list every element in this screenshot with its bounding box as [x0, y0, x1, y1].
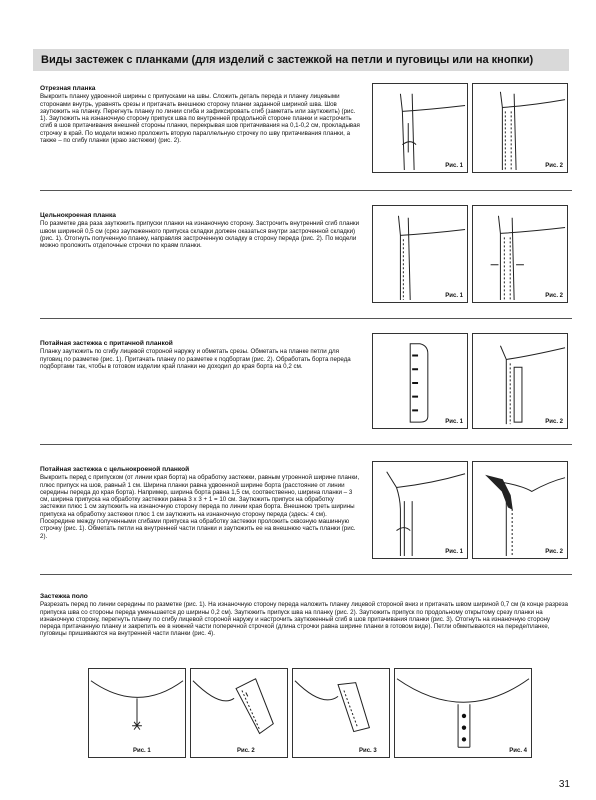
figure-caption: Рис. 2 — [545, 163, 563, 169]
section-title: Цельнокроеная планка — [40, 212, 116, 219]
section-divider — [40, 444, 572, 445]
figure-caption: Рис. 1 — [445, 293, 463, 299]
section-text: Планку заутюжить по сгибу лицевой стороной наружу и обметать срезы. Обметать на планке петли для пуговиц по разметке (рис. 1). Притачать планку по разметке к подбортам (рис. 2). Обработать борта переда подбортами так, чтобы в готовом изделии край планки не доходил до края борта на 0,2 см. — [40, 348, 351, 370]
section-divider — [40, 574, 572, 575]
figure-3b — [472, 333, 568, 429]
section-title: Отрезная планка — [40, 85, 96, 92]
section-text: Разрезать перед по линии середины по разметке (рис. 1). На изнаночную сторону переда наложить планку лицевой стороной вниз и притачать швом шириной 0,7 см (в конце разреза припуска шва со стороны переда уменьшается до ширины 0,2 см). Заутюжить припуск шва на планку (рис. 2). Заутюжить припуск по продольному открытому срезу планки на изнаночную сторону, перегнуть планку по сгибу лицевой стороной наружу и настрочить заутюженный сгиб в шов притачивания планки (рис. 3). Отогнуть на изнаночную сторону переда притачанную планку и закрепить ее в нижней части поперечной строчкой (длина строчки равна ширине планки в готовом виде). Петли обметываются на переде/планке, пуговицы пришиваются на внутренней части планки (рис. 4). — [40, 601, 568, 638]
page-number: 31 — [558, 779, 570, 790]
figure-caption: Рис. 1 — [133, 748, 151, 754]
figure-caption: Рис. 4 — [509, 748, 527, 754]
figure-caption: Рис. 3 — [359, 748, 377, 754]
section-text: Выкроить перед с припуском (от линии края борта) на обработку застежки, равным утроенной ширине планки, плюс припуск на шов, равный 1 см. Ширина планки равна удвоенной ширине борта (расстояние от линии середины переда до края борта). Например, ширина борта равна 1,5 см, соотвественно, ширина планки – 3 см, ширина припуска на обработку застежки равна 3 x 3 + 1 = 10 см. Заутюжить припуск на обработку застежки плюс 1 см заутюжить на изнаночную сторону переда по линии края борта. Внешнюю треть ширины припуска на обработку застежки плюс 1 см заутюжить на изнаночную сторону переда (здесь: 4 см). Посередине между полученными сгибами припуска на обработку застежки проложить сквозную машинную строчку (рис. 1). Обметать петли на внутренней части планки и заутюжить ее на внешнюю часть планки (рис. 2). — [40, 474, 360, 540]
figure-caption: Рис. 1 — [445, 419, 463, 425]
figure-caption: Рис. 1 — [445, 163, 463, 169]
figure-5b — [190, 668, 288, 758]
section-divider — [40, 318, 572, 319]
figure-4a — [372, 461, 468, 559]
figure-2b — [472, 205, 568, 303]
concealed-integral-finished-drawing — [473, 462, 567, 558]
section-title: Застежка поло — [40, 593, 88, 600]
figure-5d — [394, 668, 532, 758]
figure-caption: Рис. 1 — [445, 549, 463, 555]
polo-finished-drawing — [395, 669, 531, 757]
concealed-integral-drawing — [373, 462, 467, 558]
section-otreznaya — [40, 85, 360, 144]
figure-5a — [88, 668, 186, 758]
figure-2a — [372, 205, 468, 303]
section-polo — [40, 593, 568, 638]
figure-4b — [472, 461, 568, 559]
section-text: По разметке два раза заутюжить припуски планки на изнаночную сторону. Застрочить внутренний сгиб планки швом шириной 0,5 см (срез заутюженного припуска складки должен оказаться внутри застроченной складки) (рис. 1). Отогнуть полученную планку, направляя застроченную складку в сторону переда (рис. 2). По модели можно проложить отделочные строчки по краям планки. — [40, 220, 360, 250]
placket-cut-finished-drawing — [473, 84, 567, 172]
page-title-banner — [33, 49, 569, 71]
section-potaynaya-pritachnaya — [40, 340, 360, 370]
section-potaynaya-tselnokroenaya — [40, 466, 360, 540]
figure-caption: Рис. 2 — [545, 293, 563, 299]
figure-5c — [292, 668, 390, 758]
section-text: Выкроить планку удвоенной ширины с припусками на швы. Сложить деталь переда и планку лицевыми сторонами внутрь, уравнять срезы и притачать внешнюю сторону планки заданной шириной шва. Шов заутюжить на планку. Перегнуть планку по линии сгиба и зафиксировать сгиб (заметать или заутюжить) (рис. 1). Заутюжить на изнаночную сторону припуск шва по внутренней продольной стороне планки и настрочить сгиб в шов притачивания внешней стороны планки, перекрывая шов притачивания на 0,1-0,2 см, прокладывая строчку в край. По модели можно проложить вторую параллельную строчку по шву притачивания планки, а также – по сгибу планки (краю застежки) (рис. 2). — [40, 93, 360, 145]
figure-3a — [372, 333, 468, 429]
figure-1b — [472, 83, 568, 173]
polo-cut-drawing — [89, 669, 185, 757]
sewn-on-placket-drawing — [373, 334, 467, 428]
figure-caption: Рис. 2 — [545, 419, 563, 425]
figure-1a — [372, 83, 468, 173]
section-tselnokroenaya — [40, 212, 360, 249]
polo-placket-stitched-drawing — [191, 669, 287, 757]
section-divider — [40, 190, 572, 191]
placket-on-facing-drawing — [473, 334, 567, 428]
page-title: Виды застежек с планками (для изделий с застежкой на петли и пуговицы или на кнопки) — [41, 54, 534, 66]
section-title: Потайная застежка с притачной планкой — [40, 340, 173, 347]
integral-placket-folded-drawing — [473, 206, 567, 302]
integral-placket-drawing — [373, 206, 467, 302]
section-title: Потайная застежка с цельнокроеной планкой — [40, 466, 190, 473]
figure-caption: Рис. 2 — [545, 549, 563, 555]
figure-caption: Рис. 2 — [237, 748, 255, 754]
polo-placket-folded-drawing — [293, 669, 389, 757]
placket-cut-drawing — [373, 84, 467, 172]
